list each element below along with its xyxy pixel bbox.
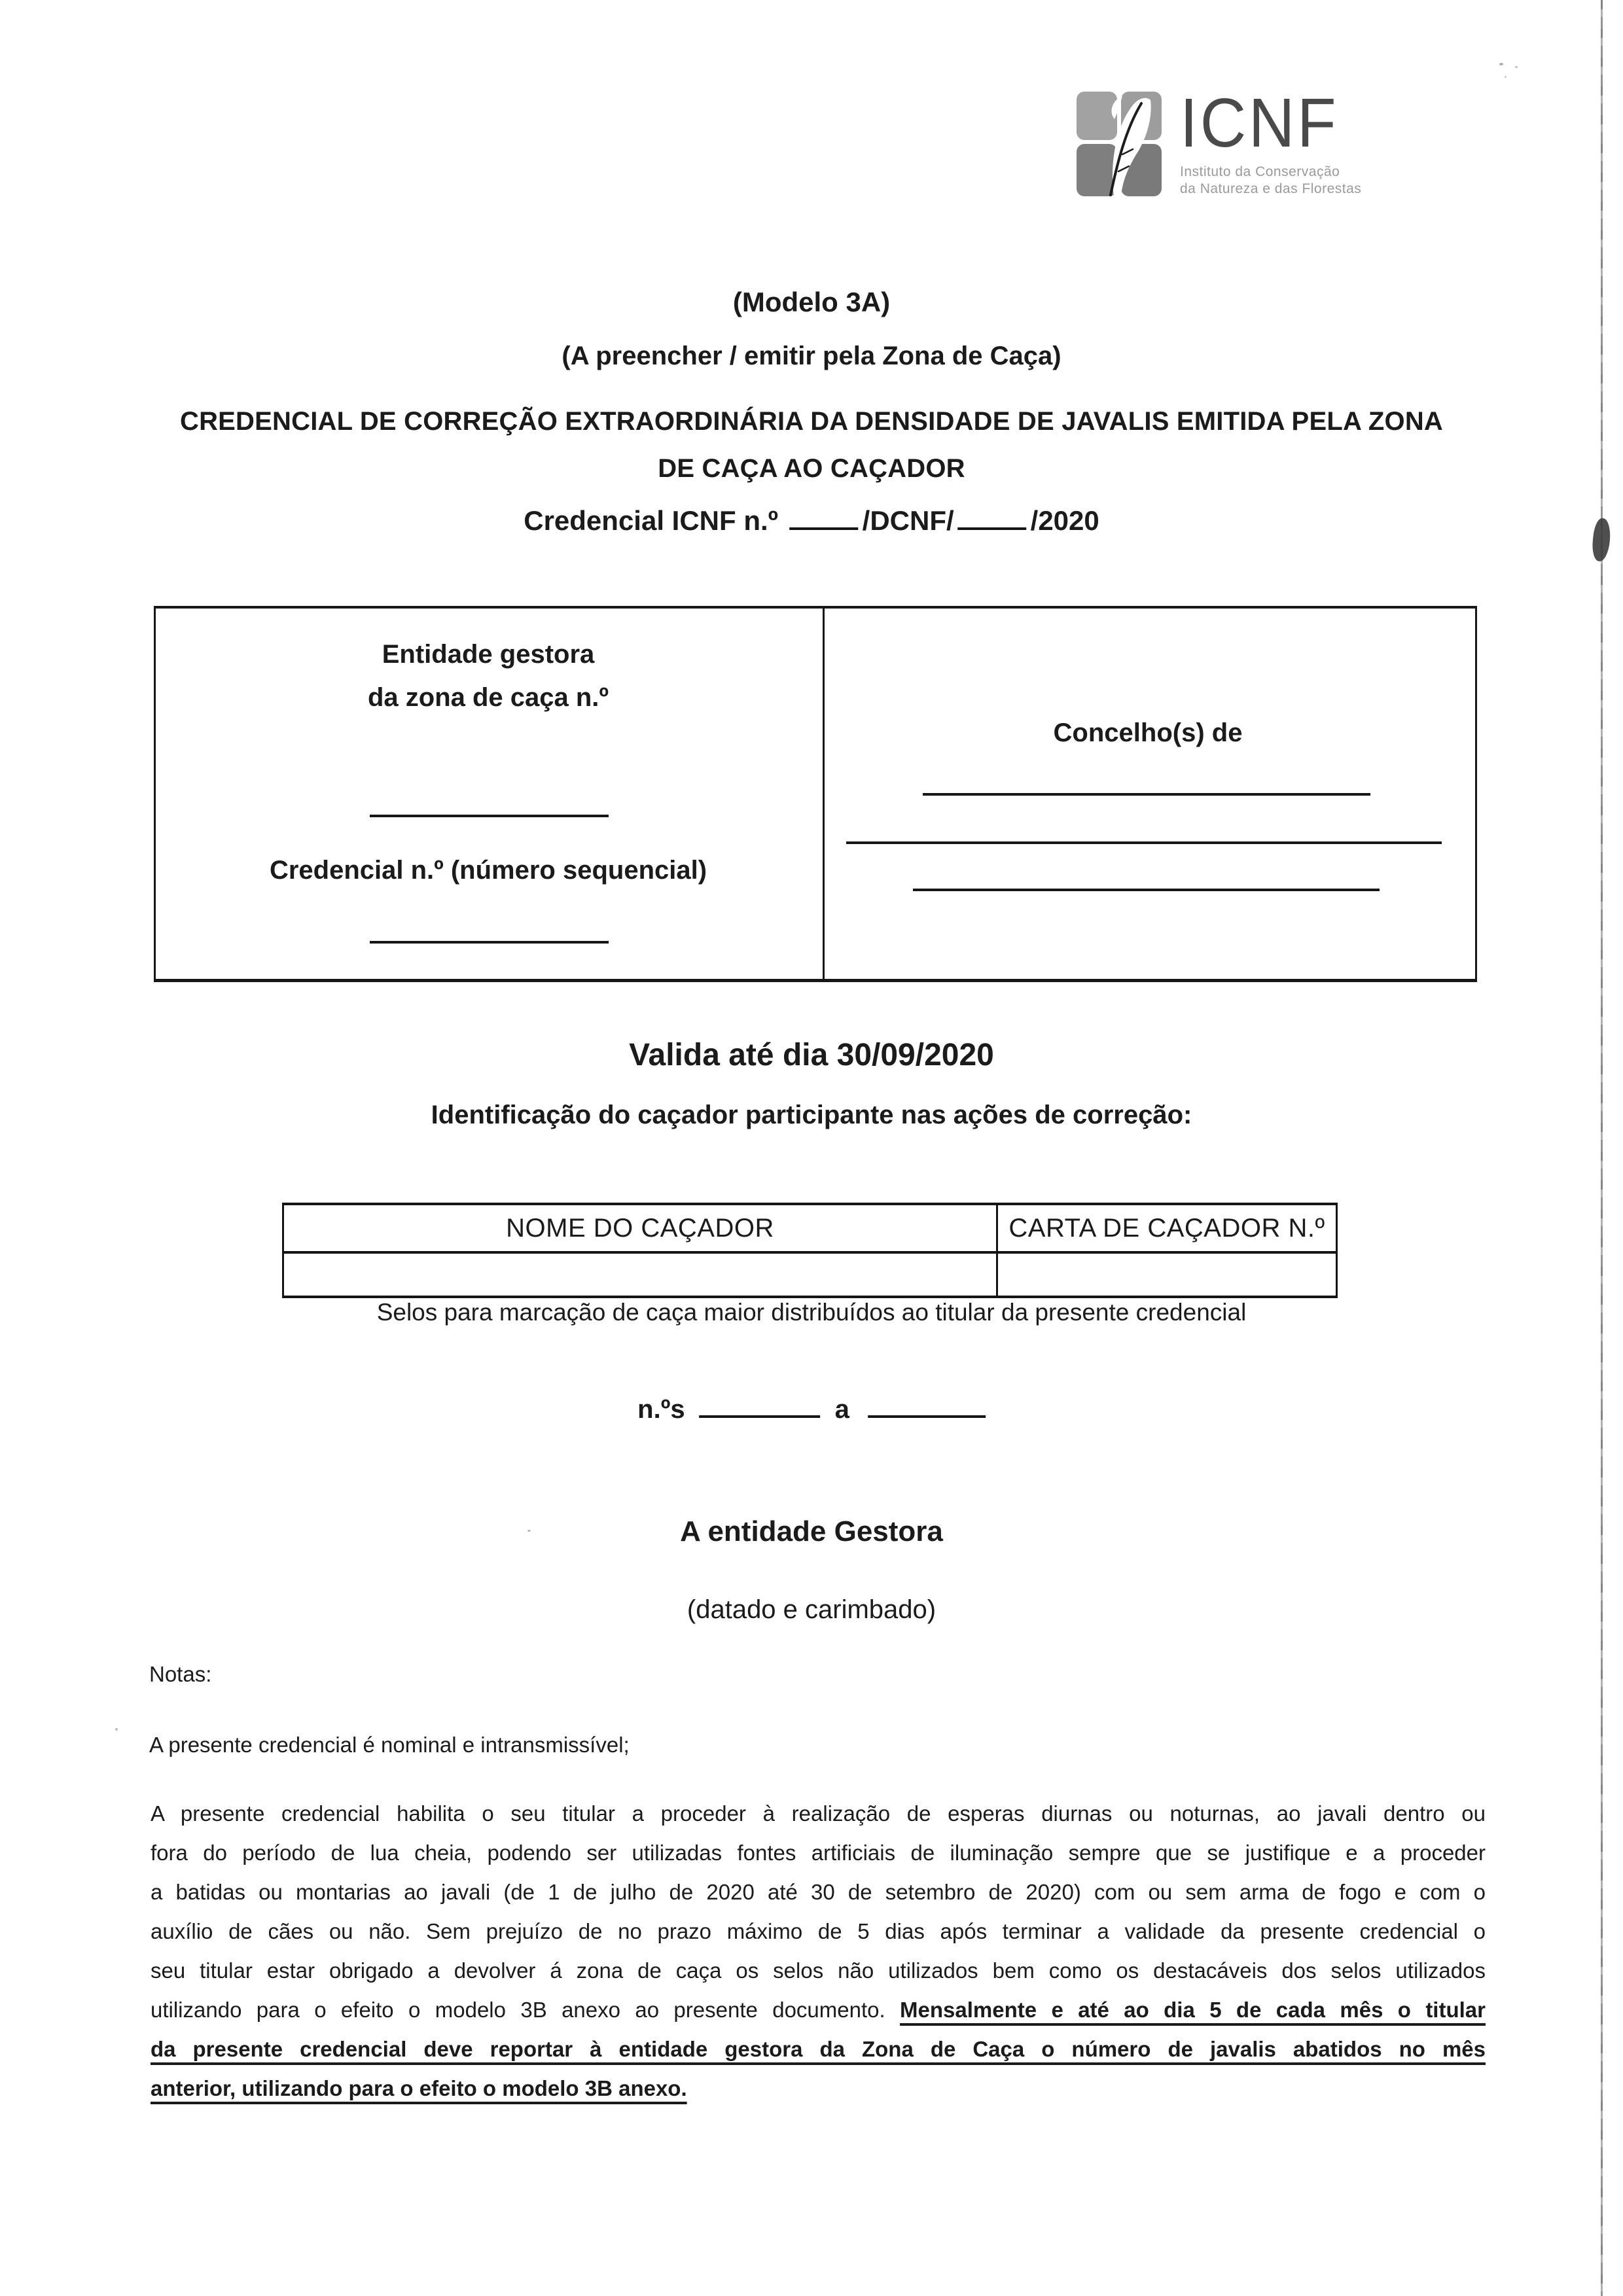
document-title-line2: DE CAÇA AO CAÇADOR (658, 454, 965, 483)
note-nominal: A presente credencial é nominal e intransmissível; (149, 1733, 630, 1757)
seals-description: Selos para marcação de caça maior distribuídos ao titular da presente credencial (376, 1299, 1247, 1326)
hunter-card-cell (996, 1254, 1336, 1296)
date-stamp-note: (datado e carimbado) (687, 1595, 936, 1624)
municipality-blank-2 (846, 841, 1442, 844)
notes-label: Notas: (149, 1662, 212, 1686)
icnf-acronym: ICNF (1180, 84, 1339, 162)
notes-paragraph-line: fora do período de lua cheia, podendo ser utilizadas fontes artificiais de iluminação sempre que se justifique e a proceder (151, 1841, 1486, 1865)
issuer-box-divider (823, 609, 825, 979)
icnf-subtitle: Instituto da Conservação da Natureza e das Florestas (1180, 164, 1362, 196)
document-title-line1: CREDENCIAL DE CORREÇÃO EXTRAORDINÁRIA DA DENSIDADE DE JAVALIS EMITIDA PELA ZONA (180, 407, 1443, 436)
icnf-leaf-icon (1077, 92, 1163, 198)
notes-paragraph-line: anterior, utilizando para o efeito o modelo 3B anexo. (151, 2076, 687, 2100)
credential-number-prefix: Credencial ICNF n.º (524, 505, 778, 536)
credential-number-suffix: /2020 (1030, 505, 1099, 536)
municipality-label: Concelho(s) de (1053, 718, 1243, 747)
sequential-number-blank (370, 941, 609, 944)
issuer-note: (A preencher / emitir pela Zona de Caça) (562, 342, 1061, 370)
scan-edge-smudge (1591, 518, 1613, 562)
scan-edge-artifact (1601, 0, 1603, 2296)
hunter-card-column-header: CARTA DE CAÇADOR N.º (996, 1205, 1336, 1251)
managing-entity-signature-label: A entidade Gestora (680, 1515, 943, 1547)
seal-numbers-connector: a (834, 1395, 849, 1424)
credential-number-blank-2 (958, 527, 1027, 530)
hunter-table-header-row (284, 1205, 1336, 1254)
notes-paragraph-line: auxílio de cães ou não. Sem prejuízo de no prazo máximo de 5 dias após terminar a validade da presente credencial o (151, 1919, 1486, 1943)
seal-numbers-line (637, 1395, 986, 1424)
credential-number-line (524, 505, 1099, 537)
model-label: (Modelo 3A) (732, 287, 891, 317)
seal-number-to-blank (868, 1415, 986, 1418)
municipality-blank-3 (913, 889, 1380, 891)
sequential-number-label: Credencial n.º (número sequencial) (269, 856, 707, 885)
hunter-id-heading: Identificação do caçador participante nas ações de correção: (431, 1101, 1192, 1129)
valid-until-heading: Valida até dia 30/09/2020 (629, 1038, 994, 1072)
notes-paragraph-line: utilizando para o efeito o modelo 3B anexo ao presente documento. Mensalmente e até ao dia 5 de cada mês o titular (151, 1998, 1486, 2022)
notes-paragraph-line: A presente credencial habilita o seu titular a proceder à realização de esperas diurnas ou noturnas, ao javali dentro ou (151, 1801, 1486, 1826)
managing-entity-label-line1: Entidade gestora (382, 640, 595, 669)
municipality-blank-1 (923, 793, 1370, 796)
icnf-logo (1077, 84, 1362, 198)
managing-entity-blank (370, 815, 609, 817)
notes-paragraph-line: da presente credencial deve reportar à entidade gestora da Zona de Caça o número de javalis abatidos no mês (151, 2037, 1486, 2061)
notes-paragraph-line: seu titular estar obrigado a devolver á zona de caça os selos não utilizados bem como os destacáveis dos selos utilizados (151, 1958, 1486, 1983)
managing-entity-label-line2: da zona de caça n.º (367, 683, 609, 712)
hunter-table-empty-row (284, 1254, 1336, 1296)
notes-paragraph-line: a batidas ou montarias ao javali (de 1 de julho de 2020 até 30 de setembro de 2020) com ou sem arma de fogo e com o (151, 1880, 1486, 1904)
credential-number-blank-1 (790, 527, 859, 530)
scan-speck (115, 1728, 118, 1731)
icnf-logo-text (1180, 84, 1362, 198)
scan-speck (1499, 63, 1503, 65)
credential-number-mid: /DCNF/ (862, 505, 954, 536)
seal-number-from-blank (700, 1415, 821, 1418)
hunter-name-column-header: NOME DO CAÇADOR (506, 1213, 774, 1243)
scan-speck (527, 1530, 531, 1532)
hunter-name-cell (284, 1254, 996, 1296)
scan-speck (1505, 76, 1507, 78)
hunter-table (282, 1203, 1338, 1298)
scan-speck (1515, 66, 1518, 68)
seal-numbers-prefix: n.ºs (637, 1395, 685, 1424)
notes-paragraph (151, 1794, 1486, 2108)
